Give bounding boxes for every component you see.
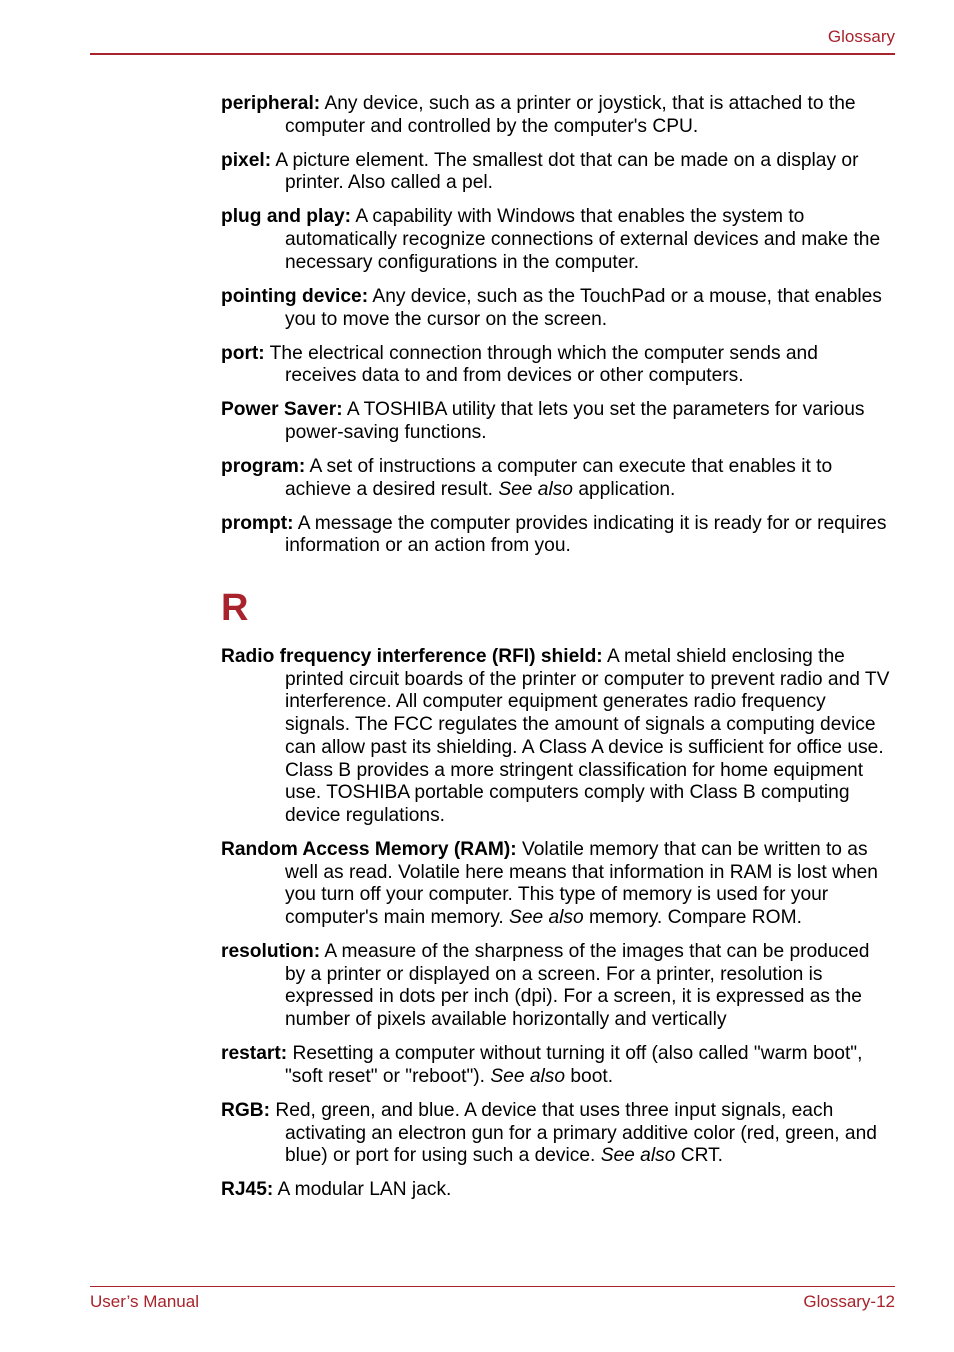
- entry-definition-end: boot.: [565, 1065, 614, 1087]
- see-also-label: See also: [498, 478, 573, 500]
- glossary-entry: [221, 206, 891, 274]
- entry-term: prompt:: [221, 512, 294, 534]
- entry-definition: Any device, such as a printer or joystick, that is attached to the computer and controlled by the computer's CPU.: [285, 93, 856, 137]
- entry-definition: Any device, such as the TouchPad or a mouse, that enables you to move the cursor on the screen.: [285, 285, 882, 330]
- entry-definition: Volatile memory that can be written to as well as read. Volatile here means that information in RAM is lost when you turn off your computer. This type of memory is used for your computer's main memory.: [285, 838, 878, 929]
- entry-term: pointing device:: [221, 285, 369, 307]
- entry-definition: A TOSHIBA utility that lets you set the parameters for various power-saving functions.: [285, 399, 865, 443]
- entry-definition: The electrical connection through which the computer sends and receives data to and from devices or other computers.: [264, 342, 818, 387]
- entry-definition-end: memory. Compare ROM.: [583, 907, 802, 929]
- entry-definition: A picture element. The smallest dot that can be made on a display or printer. Also called a pel.: [271, 149, 859, 194]
- glossary-entry: [221, 399, 891, 444]
- glossary-entry: [221, 150, 891, 195]
- glossary-entry: [221, 513, 891, 558]
- entry-definition: A message the computer provides indicating it is ready for or requires information or an action from you.: [285, 512, 887, 557]
- header-rule: [90, 53, 895, 55]
- footer-page-number: Glossary-12: [803, 1292, 895, 1311]
- footer-rule: [90, 1286, 895, 1287]
- glossary-entry: [221, 1043, 891, 1088]
- see-also-label: See also: [509, 907, 584, 929]
- entry-term: plug and play:: [221, 206, 352, 228]
- entry-definition-end: CRT.: [675, 1145, 723, 1167]
- entry-term: RJ45:: [221, 1179, 274, 1201]
- entry-term: port:: [221, 342, 265, 364]
- section-letter: R: [221, 587, 249, 629]
- glossary-entry: [221, 93, 891, 138]
- glossary-entry: [221, 286, 891, 331]
- entry-definition: A metal shield enclosing the printed circuit boards of the printer or computer to prevent radio and TV interference. All computer equipment generates radio frequency signals. The FCC regulates the amount of signals a computing device can allow past its shielding. A Class A device is sufficient for office use. Class B provides a more stringent classification for home equipment use. TOSHIBA portable computers comply with Class B computing device regulations.: [285, 646, 890, 826]
- glossary-section-r: [221, 646, 891, 1213]
- entry-definition: A modular LAN jack.: [273, 1179, 452, 1201]
- glossary-entry: [221, 839, 891, 930]
- entry-definition: A capability with Windows that enables the system to automatically recognize connections of external devices and make the necessary configurations in the computer.: [285, 206, 881, 273]
- entry-term: peripheral:: [221, 93, 321, 114]
- entry-definition: A set of instructions a computer can execute that enables it to achieve a desired result.: [285, 455, 833, 500]
- entry-term: pixel:: [221, 149, 272, 171]
- entry-definition: A measure of the sharpness of the images that can be produced by a printer or displayed on a screen. For a printer, resolution is expressed in dots per inch (dpi). For a screen, it is expressed as the number of pixels available horizontally and vertically: [285, 941, 870, 1031]
- entry-definition: Red, green, and blue. A device that uses three input signals, each activating an electron gun for a primary additive color (red, green, and blue) or port for using such a device.: [270, 1099, 877, 1167]
- glossary-entry: [221, 343, 891, 388]
- entry-definition-end: application.: [572, 478, 676, 500]
- entry-term: resolution:: [221, 941, 321, 963]
- footer-manual-title: User’s Manual: [90, 1292, 199, 1311]
- entry-term: Power Saver:: [221, 399, 343, 421]
- entry-term: Radio frequency interference (RFI) shield:: [221, 646, 603, 667]
- entry-term: program:: [221, 455, 306, 477]
- glossary-entry: [221, 646, 891, 828]
- glossary-entry: [221, 456, 891, 501]
- see-also-label: See also: [600, 1145, 676, 1167]
- see-also-label: See also: [490, 1065, 566, 1087]
- entry-definition: Resetting a computer without turning it off (also called "warm boot", "soft reset" or "reboot").: [285, 1043, 863, 1087]
- glossary-entry: [221, 941, 891, 1032]
- entry-term: Random Access Memory (RAM):: [221, 838, 517, 860]
- glossary-section-p: [221, 93, 891, 569]
- glossary-entry: [221, 1179, 891, 1202]
- entry-term: RGB:: [221, 1099, 271, 1121]
- header-title: Glossary: [827, 27, 895, 46]
- glossary-entry: [221, 1100, 891, 1168]
- entry-term: restart:: [221, 1043, 288, 1065]
